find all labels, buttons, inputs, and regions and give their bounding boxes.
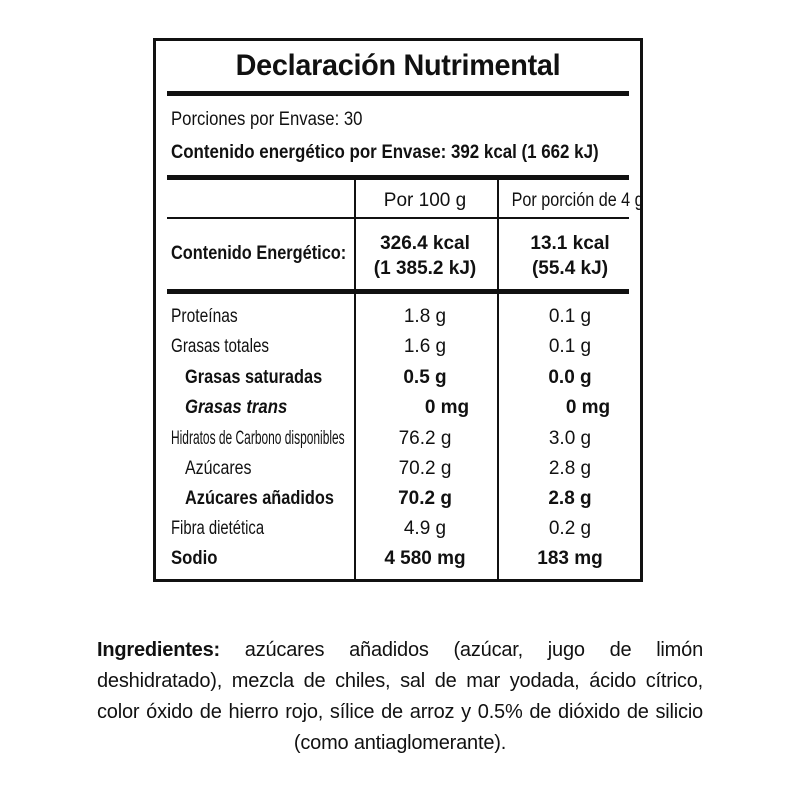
title-divider [167,91,629,96]
nutrient-portion-carbohydrates: 3.0 g [548,428,592,449]
ingredients-text [97,635,703,759]
servings-per-container: Porciones por Envase: 30 [171,109,363,130]
energy-portion-kcal: 13.1 kcal [530,233,610,254]
nutrient-portion-fiber: 0.2 g [548,518,592,539]
energy-portion-kj: (55.4 kJ) [531,258,609,279]
energy-label: Contenido Energético: [171,243,347,264]
nutrient-portion-sodium: 183 mg [537,548,603,569]
nutrient-per100-saturated-fat: 0.5 g [403,367,447,388]
nutrient-portion-total-fat: 0.1 g [548,336,592,357]
nutrient-per100-sodium: 4 580 mg [384,548,466,569]
nutrient-per100-added-sugars: 70.2 g [398,488,452,509]
nutrient-per100-proteins: 1.8 g [403,306,447,327]
nutrient-name-saturated-fat: Grasas saturadas [185,367,323,388]
ingredients-list: azúcares añadidos (azúcar, jugo de limón deshidratado), mezcla de chiles, sal de mar yodada, ácido cítrico, color óxido de hierro rojo, sílice de arroz y 0.5% de dióxido de silicio (como antiaglomerante). [97,639,703,754]
column-divider-2 [497,180,499,579]
nutrient-portion-saturated-fat: 0.0 g [548,367,592,388]
nutrient-per100-total-fat: 1.6 g [403,336,447,357]
nutrient-portion-trans-fat: 0 mg [565,397,611,418]
nutrient-name-trans-fat: Grasas trans [185,397,288,418]
nutrient-name-sugars: Azúcares [185,458,252,479]
nutrient-name-total-fat: Grasas totales [171,336,269,357]
energy-divider [167,289,629,294]
energy-per100-kj: (1 385.2 kJ) [373,258,477,279]
nutrient-per100-carbohydrates: 76.2 g [398,428,452,449]
nutrient-name-sodium: Sodio [171,548,218,569]
nutrient-per100-trans-fat: 0 mg [424,397,470,418]
nutrient-name-carbohydrates: Hidratos de Carbono disponibles [171,428,345,449]
nutrient-per100-fiber: 4.9 g [403,518,447,539]
nutrient-portion-proteins: 0.1 g [548,306,592,327]
nutrient-name-added-sugars: Azúcares añadidos [185,488,334,509]
ingredients-label: Ingredientes: [97,639,220,661]
column-header-per100: Por 100 g [383,190,467,211]
energy-per100-kcal: 326.4 kcal [380,233,470,254]
nutrient-portion-sugars: 2.8 g [548,458,592,479]
nutrient-name-fiber: Fibra dietética [171,518,265,539]
nutrition-facts-label [153,38,643,582]
header-divider [167,175,629,180]
column-header-per-portion: Por porción de 4 g [511,190,644,211]
energy-per-container: Contenido energético por Envase: 392 kcal (1 662 kJ) [171,142,599,163]
label-title: Declaración Nutrimental [235,49,561,82]
nutrient-per100-sugars: 70.2 g [398,458,452,479]
nutrient-name-proteins: Proteínas [171,306,238,327]
column-header-divider [167,217,629,219]
nutrient-portion-added-sugars: 2.8 g [548,488,592,509]
